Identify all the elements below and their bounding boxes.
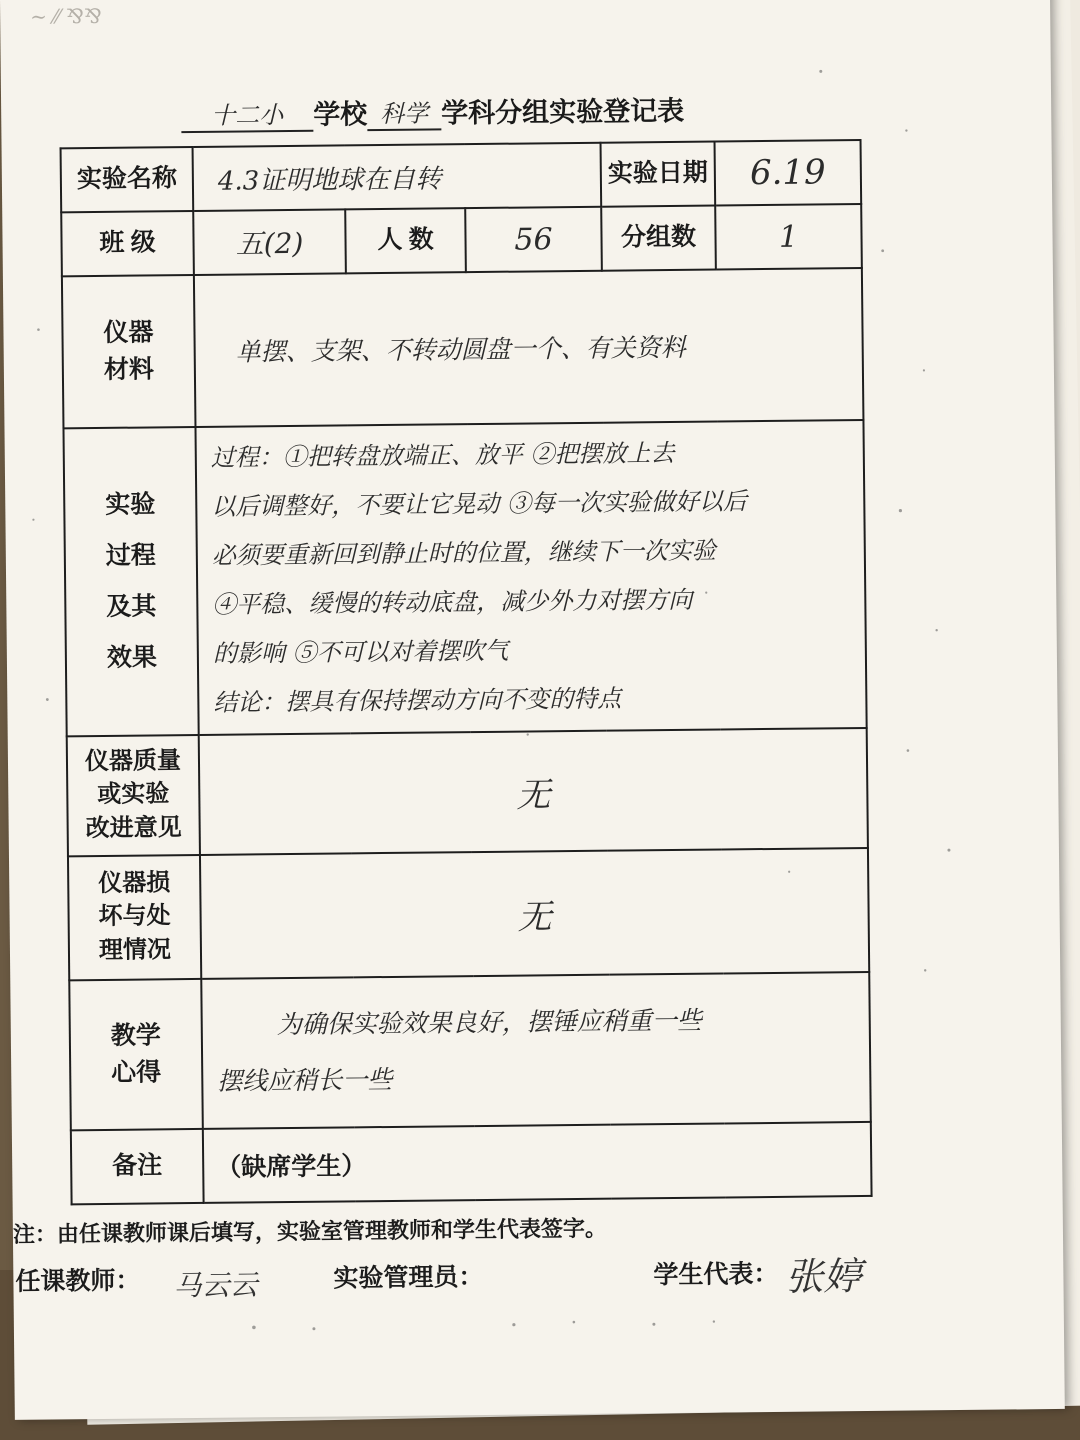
quality-value: 无: [199, 728, 868, 855]
process-label-line: 实验: [105, 490, 156, 519]
materials-label: [62, 275, 196, 428]
process-label: [63, 427, 198, 736]
process-label-line: 过程: [105, 542, 156, 570]
reflection-content: [201, 972, 871, 1129]
quality-label-line: 改进意见: [85, 814, 182, 842]
damage-label: [68, 855, 201, 980]
groups-label: 分组数: [601, 206, 716, 271]
groups-value: 1: [715, 204, 862, 270]
quality-label-line: 仪器质量: [84, 747, 182, 775]
teacher-signature: 马云云: [173, 1268, 258, 1303]
people-value: 56: [465, 207, 602, 272]
class-label: 班 级: [61, 211, 194, 276]
row-process: [63, 420, 866, 736]
remarks-value: （缺席学生）: [203, 1122, 872, 1203]
process-line: 必须要重新回到静止时的位置，继续下一次实验: [211, 536, 716, 570]
reflection-label: [69, 979, 203, 1130]
row-quality: [67, 728, 868, 856]
student-label: 学生代表：: [653, 1260, 779, 1290]
reflection-label-line: 心得: [111, 1059, 162, 1087]
row-materials: [62, 268, 864, 428]
row-class-count: [61, 204, 862, 276]
row-name-date: [61, 140, 862, 212]
student-signature: 张婷: [785, 1254, 862, 1299]
footer-note: 注：由任课教师课后填写，实验室管理教师和学生代表签字。: [12, 1215, 608, 1247]
materials-value: 单摆、支架、不转动圆盘一个、有关资料: [194, 268, 864, 427]
process-content: [195, 420, 866, 735]
damage-label-line: 坏与处: [98, 903, 171, 931]
class-value: 五(2): [193, 209, 346, 275]
process-conclusion-line: 结论：摆具有保持摆动方向不变的特点: [213, 684, 622, 717]
quality-label: [67, 735, 200, 856]
process-label-line: 效果: [106, 644, 158, 673]
materials-label-line1: 仪器: [103, 318, 154, 347]
process-line: 过程：①把转盘放端正、放平 ②把摆放上去: [210, 438, 675, 472]
experiment-name-value: 4.3证明地球在自转: [193, 143, 602, 211]
quality-label-line: 或实验: [97, 781, 170, 809]
reflection-line: 为确保实验效果良好，摆锤应稍重一些: [276, 1005, 702, 1040]
school-blank: 十二小: [181, 95, 313, 133]
process-line: 的影响 ⑤不可以对着摆吹气: [212, 636, 509, 668]
remarks-label: 备注: [71, 1129, 204, 1204]
form-title: [181, 87, 801, 133]
row-damage: [68, 848, 869, 980]
process-label-line: 及其: [106, 593, 157, 621]
damage-value: 无: [200, 848, 869, 979]
school-word: 学校: [313, 99, 368, 130]
row-reflection: [69, 972, 871, 1130]
damage-label-line: 仪器损: [98, 869, 171, 897]
materials-label-line2: 材料: [103, 356, 155, 384]
subject-blank: 科学: [367, 93, 441, 131]
experiment-registration-table: [60, 139, 873, 1205]
admin-label: 实验管理员：: [333, 1264, 484, 1293]
experiment-name-label: 实验名称: [61, 147, 194, 212]
reflection-label-line: 教学: [110, 1021, 161, 1050]
process-line: 以后调整好，不要让它晃动 ③每一次实验做好以后: [211, 487, 748, 521]
experiment-date-label: 实验日期: [601, 142, 716, 207]
experiment-date-value: 6.19: [715, 140, 862, 206]
title-suffix: 学科分组实验登记表: [441, 95, 685, 129]
reflection-line: 摆线应稍长一些: [217, 1064, 393, 1096]
corner-scribble: ~ ⁄⁄ ⅋⅋: [30, 3, 103, 29]
damage-label-line: 理情况: [98, 937, 172, 964]
teacher-label: 任课教师：: [15, 1267, 141, 1296]
people-label: 人 数: [345, 208, 466, 273]
signature-row: [13, 1253, 913, 1312]
row-remarks: [71, 1122, 872, 1204]
process-line: ④平稳、缓慢的转动底盘，减少外力对摆方向: [212, 585, 693, 619]
